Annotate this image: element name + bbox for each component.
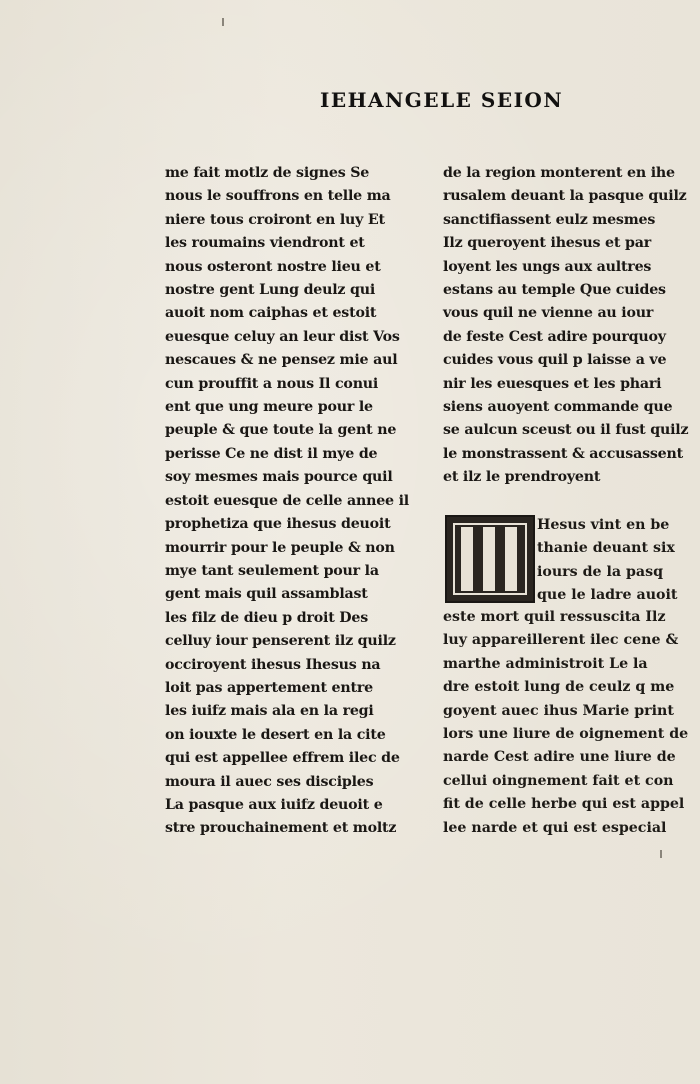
text-line: de feste Cest adire pourquoy	[443, 328, 666, 345]
text-line: qui est appellee effrem ilec de	[165, 750, 400, 767]
text-line: goyent auec ihus Marie print	[443, 702, 674, 719]
text-line: peuple & que toute la gent ne	[165, 422, 397, 439]
text-line: les iuifz mais ala en la regi	[165, 703, 374, 720]
text-line: de la region monterent en ihe	[443, 165, 675, 181]
text-line: dre estoit lung de ceulz q me	[443, 679, 675, 696]
text-line: niere tous croiront en luy Et	[165, 211, 385, 228]
text-line: et ilz le prendroyent	[443, 469, 601, 486]
text-line: nir les euesques et les phari	[443, 375, 662, 392]
text-line: auoit nom caiphas et estoit	[165, 305, 377, 322]
text-line: les roumains viendront et	[165, 235, 365, 252]
text-line: prophetiza que ihesus deuoit	[165, 516, 391, 533]
text-line: Ilz queroyent ihesus et par	[443, 235, 651, 252]
text-line: mye tant seulement pour la	[165, 562, 379, 579]
text-line: mourrir pour le peuple & non	[165, 539, 395, 556]
text-line: estans au temple Que cuides	[443, 282, 666, 299]
running-title: IEHANGELE SEION	[320, 88, 564, 112]
page-speck	[222, 18, 224, 26]
text-line: celluy iour penserent ilz quilz	[165, 633, 396, 650]
text-line: estoit euesque de celle annee il	[165, 492, 409, 509]
text-line: vous quil ne vienne au iour	[443, 305, 654, 322]
ornamental-initial-icon	[445, 515, 535, 603]
text-line: marthe administroit Le la	[443, 655, 648, 672]
text-line: rusalem deuant la pasque quilz	[443, 188, 687, 205]
text-line: que le ladre auoit	[537, 587, 678, 604]
text-line: lors une liure de oignement de	[443, 726, 689, 743]
text-line: perisse Ce ne dist il mye de	[165, 445, 378, 462]
text-line: sanctifiassent eulz mesmes	[443, 211, 656, 228]
text-line: este mort quil ressuscita Ilz	[443, 609, 666, 625]
text-line: loyent les ungs aux aultres	[443, 258, 652, 275]
initial-stroke	[483, 527, 495, 591]
text-line: nous osteront nostre lieu et	[165, 258, 381, 275]
text-line: le monstrassent & accusassent	[443, 445, 683, 462]
text-line: cuides vous quil p laisse a ve	[443, 352, 667, 369]
text-line: siens auoyent commande que	[443, 399, 673, 416]
text-line: La pasque aux iuifz deuoit e	[165, 796, 383, 813]
text-line: on iouxte le desert en la cite	[165, 726, 386, 743]
text-line: soy mesmes mais pource quil	[165, 469, 393, 486]
text-line: lee narde et qui est especial	[443, 819, 667, 836]
text-line: Hesus vint en be	[537, 517, 670, 533]
text-line: se aulcun sceust ou il fust quilz	[443, 422, 689, 439]
text-line: thanie deuant six	[537, 540, 675, 557]
text-line: occiroyent ihesus Ihesus na	[165, 656, 381, 673]
text-line: nostre gent Lung deulz qui	[165, 282, 376, 299]
initial-stroke	[505, 527, 517, 591]
text-line: iours de la pasq	[537, 563, 663, 580]
text-line: gent mais quil assamblast	[165, 586, 368, 603]
text-line: fit de celle herbe qui est appel	[443, 796, 685, 813]
text-line: loit pas appertement entre	[165, 679, 373, 696]
right-column-top	[443, 162, 689, 490]
text-line: ent que ung meure pour le	[165, 399, 373, 416]
text-line: nescaues & ne pensez mie aul	[165, 352, 398, 369]
text-line: me fait motlz de signes Se	[165, 165, 370, 181]
text-line: stre prouchainement et moltz	[165, 820, 397, 837]
initial-stroke	[461, 527, 473, 591]
text-line: cellui oingnement fait et con	[443, 772, 674, 789]
text-line: narde Cest adire une liure de	[443, 749, 676, 766]
right-column-bottom	[443, 606, 689, 840]
text-line: moura il auec ses disciples	[165, 773, 374, 790]
text-line: les filz de dieu p droit Des	[165, 609, 369, 626]
initial-side-lines	[537, 514, 687, 608]
text-line: cun prouffit a nous Il conui	[165, 375, 379, 392]
text-line: nous le souffrons en telle ma	[165, 188, 391, 205]
text-line: euesque celuy an leur dist Vos	[165, 328, 400, 345]
left-column	[165, 162, 409, 841]
text-line: luy appareillerent ilec cene &	[443, 632, 679, 649]
page-speck	[660, 850, 662, 858]
